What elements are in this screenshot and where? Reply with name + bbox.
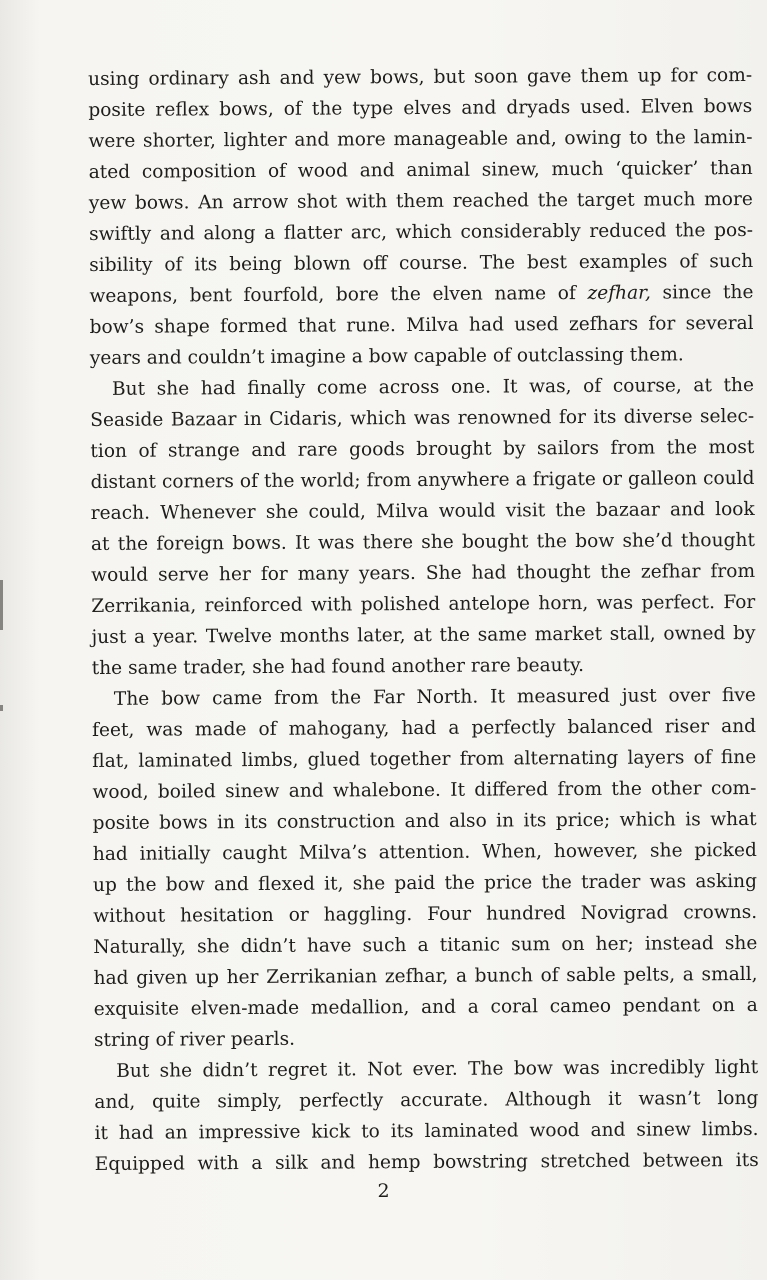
text-line: it had an impressive kick to its laminated wood and sinew limbs. (94, 1118, 759, 1144)
text-line: sibility of its being blown off course. The best examples of such (89, 250, 754, 276)
text-line: yew bows. An arrow shot with them reached the target much more (88, 188, 753, 214)
page-number: 2 (377, 1180, 390, 1202)
body-text (88, 60, 759, 1180)
text-line: posite reflex bows, of the type elves and dryads used. Elven bows (88, 95, 753, 121)
text-line: reach. Whenever she could, Milva would visit the bazaar and look (90, 498, 755, 524)
text-line: at the foreign bows. It was there she bought the bow she’d thought (90, 529, 755, 555)
paragraph (94, 1052, 759, 1180)
text-line: and, quite simply, perfectly accurate. Although it wasn’t long (94, 1087, 759, 1113)
text-line: weapons, bent fourfold, bore the elven name of zefhar, since the (89, 281, 754, 307)
text-line: Equipped with a silk and hemp bowstring stretched between its (94, 1149, 759, 1175)
text-line: would serve her for many years. She had thought the zefhar from (91, 560, 756, 586)
text-line: But she had finally come across one. It was, of course, at the (111, 374, 755, 400)
text-line: flat, laminated limbs, glued together from alternating layers of fine (92, 746, 757, 772)
text-line: distant corners of the world; from anywhere a frigate or galleon could (90, 467, 755, 493)
text-line: using ordinary ash and yew bows, but soon gave them up for com- (88, 64, 753, 90)
text-line: without hesitation or haggling. Four hundred Novigrad crowns. (93, 901, 758, 927)
text-line: But she didn’t regret it. Not ever. The bow was incredibly light (116, 1056, 759, 1082)
text-line: were shorter, lighter and more manageable and, owing to the lamin- (88, 126, 753, 152)
text-line: just a year. Twelve months later, at the same market stall, owned by (91, 622, 756, 648)
text-line: swiftly and along a flatter arc, which considerably reduced the pos- (88, 219, 754, 245)
text-line: feet, was made of mahogany, had a perfectly balanced riser and (92, 715, 757, 741)
text-line: tion of strange and rare goods brought by sailors from the most (90, 436, 755, 462)
paragraph (90, 370, 756, 684)
text-line: exquisite elven-made medallion, and a coral cameo pendant on a (93, 994, 758, 1020)
text-line: the same trader, she had found another rare beauty. (91, 654, 585, 679)
text-line: had given up her Zerrikanian zefhar, a bunch of sable pelts, a small, (93, 963, 758, 989)
text-line: posite bows in its construction and also in its price; which is what (92, 808, 757, 834)
text-line: up the bow and flexed it, she paid the price the trader was asking (92, 870, 758, 896)
text-line: Naturally, she didn’t have such a titanic sum on her; instead she (93, 932, 758, 958)
text-line: years and couldn’t imagine a bow capable of outclassing them. (89, 344, 684, 369)
paragraph (92, 680, 758, 1056)
text-line: Seaside Bazaar in Cidaris, which was renowned for its diverse selec- (90, 405, 755, 431)
text-line: string of river pearls. (93, 1028, 296, 1051)
binding-gutter-mark (0, 580, 3, 630)
text-line: Zerrikania, reinforced with polished antelope horn, was perfect. For (91, 591, 756, 617)
text-line: The bow came from the Far North. It measured just over five (113, 684, 756, 710)
text-line: had initially caught Milva’s attention. When, however, she picked (92, 839, 757, 865)
text-line: wood, boiled sinew and whalebone. It differed from the other com- (92, 777, 757, 803)
paragraph (88, 60, 754, 374)
text-line: bow’s shape formed that rune. Milva had used zefhars for several (89, 312, 754, 338)
text-line: ated composition of wood and animal sinew, much ‘quicker’ than (88, 157, 753, 183)
binding-gutter-mark-small (0, 705, 3, 711)
